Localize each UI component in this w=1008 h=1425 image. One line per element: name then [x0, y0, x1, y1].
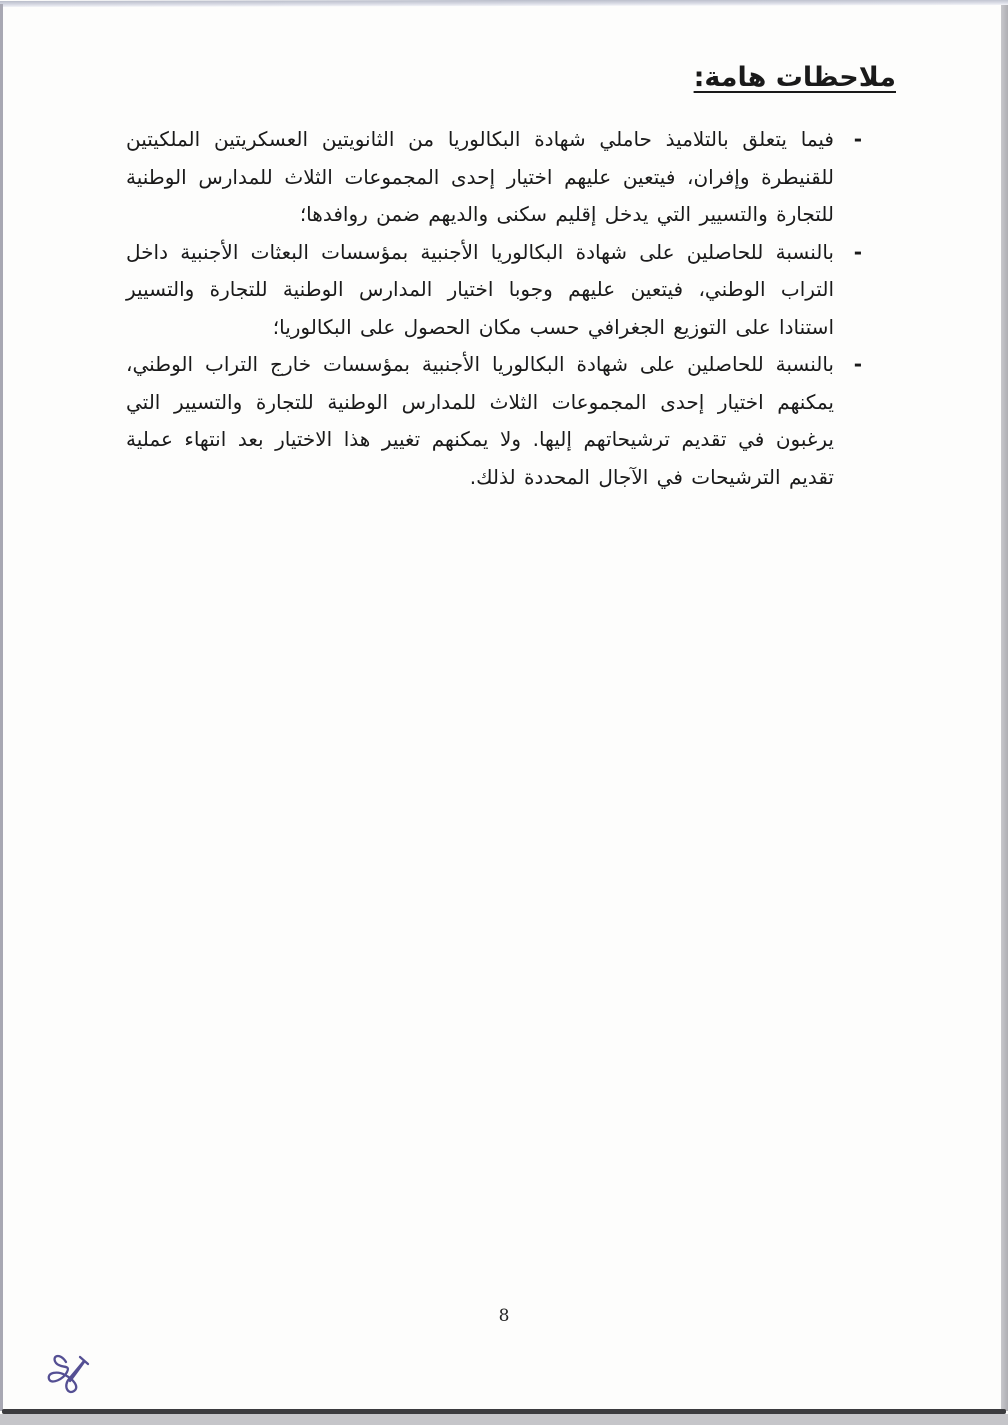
- notes-list: [126, 121, 862, 496]
- scan-edge-top: [0, 0, 1008, 7]
- list-item: [126, 346, 862, 496]
- list-item: [126, 234, 862, 347]
- scan-edge-left: [0, 4, 3, 1411]
- scan-edge-bottom-shadow: [0, 1414, 1008, 1425]
- scan-edge-right: [1001, 5, 1008, 1411]
- scan-edge-bottom-line: [2, 1409, 1006, 1414]
- signature-scribble-icon: [44, 1348, 92, 1398]
- page-title: ملاحظات هامة:: [693, 62, 896, 93]
- note-text: فيما يتعلق بالتلاميذ حاملي شهادة البكالوريا من الثانويتين العسكريتين الملكيتين للقنيطرة وإفران، فيتعين عليهم اختيار إحدى المجموعات الثلاث للمدارس الوطنية للتجارة والتسيير التي يدخل إقليم سكنى والديهم ضمن روافدها؛: [126, 127, 834, 226]
- bullet-dash-icon: -: [853, 127, 862, 151]
- bullet-dash-icon: -: [853, 352, 862, 376]
- page-number: 8: [498, 1306, 510, 1326]
- bullet-dash-icon: -: [853, 239, 862, 264]
- note-text: بالنسبة للحاصلين على شهادة البكالوريا الأجنبية بمؤسسات خارج التراب الوطني، يمكنهم اختيار إحدى المجموعات الثلاث للمدارس الوطنية للتجارة والتسيير التي يرغبون في تقديم ترشيحاتهم إليها. ولا يمكنهم تغيير هذا الاختيار بعد انتهاء عملية تقديم الترشيحات في الآجال المحددة لذلك.: [126, 352, 834, 489]
- note-text: بالنسبة للحاصلين على شهادة البكالوريا الأجنبية بمؤسسات البعثات الأجنبية داخل التراب الوطني، فيتعين عليهم وجوبا اختيار المدارس الوطنية للتجارة والتسيير استنادا على التوزيع الجغرافي حسب مكان الحصول على البكالوريا؛: [126, 239, 834, 339]
- list-item: [126, 121, 862, 234]
